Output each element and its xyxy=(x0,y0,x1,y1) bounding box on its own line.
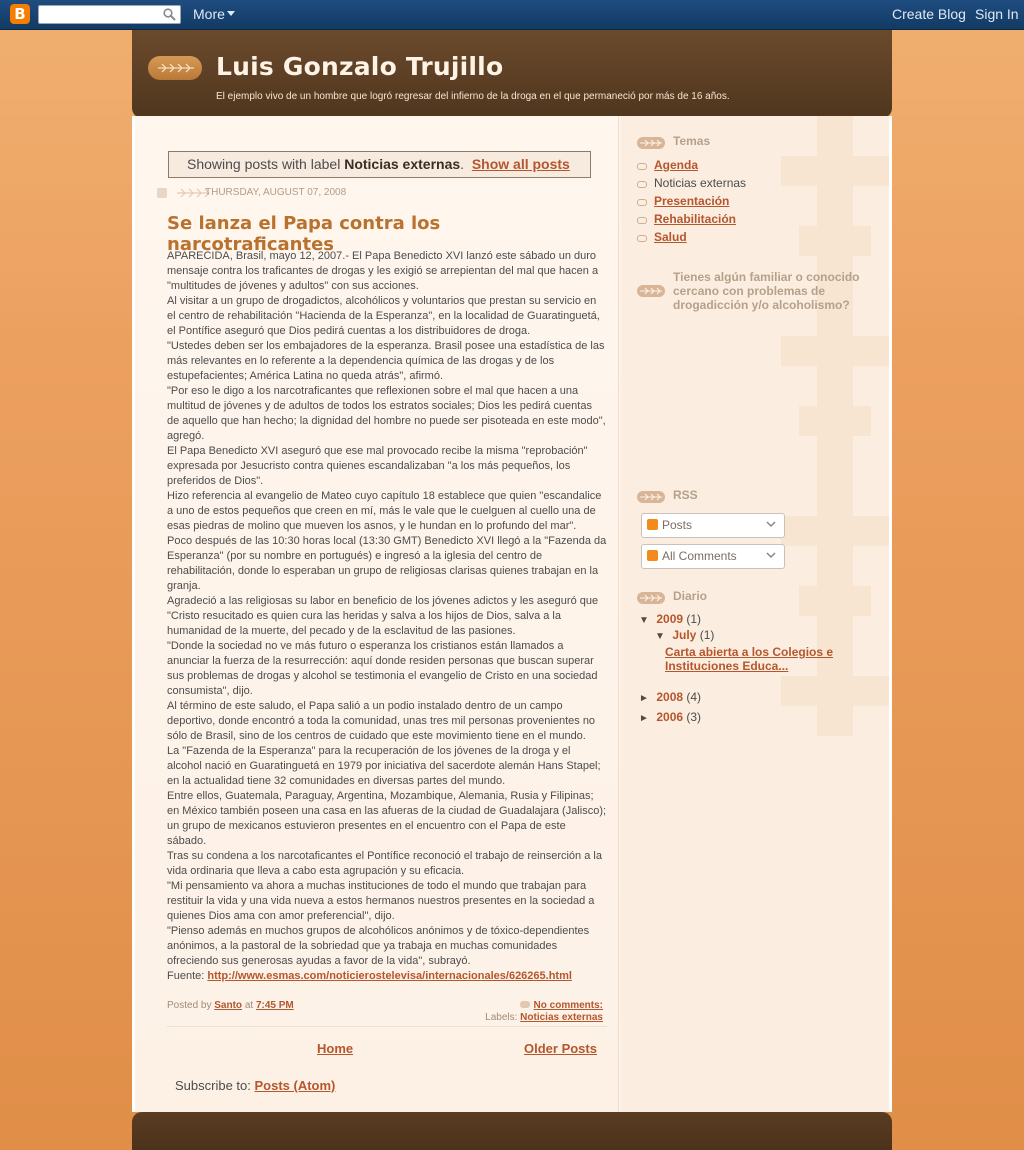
label-presentacion-link[interactable]: Presentación xyxy=(654,194,730,208)
author-link[interactable]: Santo xyxy=(214,1000,243,1011)
subscribe-prefix: Subscribe to: xyxy=(175,1078,251,1093)
arrows-icon xyxy=(637,136,665,150)
archive-year-2008 xyxy=(639,690,701,704)
blogger-logo-icon[interactable]: B xyxy=(10,4,30,24)
rss-title: RSS xyxy=(673,488,698,502)
at-text: at xyxy=(244,1000,254,1011)
labels-prefix: Labels: xyxy=(485,1012,518,1023)
arrows-icon xyxy=(637,591,665,605)
post-title[interactable]: Se lanza el Papa contra los narcotraficantes xyxy=(167,213,441,255)
post-paragraph: Al visitar a un grupo de drogadictos, alcohólicos y voluntarios que prestan su servicio en el centro de rehabilitación "Hacienda de la Esperanza", en la localidad de Guaratinguetá, el Pontífice aseguró que Dios pedirá cuentas a los distribuidores de droga. xyxy=(167,295,600,337)
post-paragraph: "Mi pensamiento va ahora a muchas instituciones de todo el mundo que trabajan para restituir la vida y una vida nueva a estos hermanos nuestros presentes en la sociedad a quienes Dios ama con amor preferencial", dijo. xyxy=(167,880,595,922)
sidebar xyxy=(621,116,889,1112)
label-salud-link[interactable]: Salud xyxy=(654,230,687,244)
label-item[interactable] xyxy=(637,194,746,212)
archive-2009-link[interactable]: 2009 xyxy=(656,612,684,626)
archive-count: (1) xyxy=(699,628,715,642)
comments-link[interactable]: No comments: xyxy=(533,1000,603,1011)
search-icon[interactable] xyxy=(163,8,176,21)
rss-feed-icon xyxy=(647,550,658,561)
post-paragraph: "Por eso le digo a los narcotraficantes que reflexionen sobre el mal que hacen a una multitud de jóvenes y de adultos de todos los estratos sociales; Dios les pedirá cuentas de aquello que han hecho; la dignidad del hombre no puede ser pisoteada en este modo", agregó. xyxy=(167,385,606,442)
subscribe-line xyxy=(175,1078,335,1093)
chevron-down-icon[interactable] xyxy=(766,551,776,559)
arrows-icon xyxy=(637,284,665,298)
cross-pattern-decoration xyxy=(781,116,889,736)
archive-count: (4) xyxy=(686,690,702,704)
archive-2008-link[interactable]: 2008 xyxy=(656,690,684,704)
rss-comments-button[interactable] xyxy=(641,544,785,569)
sign-in-link[interactable]: Sign In xyxy=(975,6,1019,22)
status-prefix: Showing posts with label xyxy=(187,156,341,172)
blog-footer-band xyxy=(132,1112,892,1150)
label-item xyxy=(637,176,746,194)
label-rehabilitacion-link[interactable]: Rehabilitación xyxy=(654,212,737,226)
divider xyxy=(167,1026,607,1027)
post-paragraph: La "Fazenda de la Esperanza" para la recuperación de los jóvenes de la droga y el alcohol nació en Guaratinguetá en 1979 por iniciativa del sacerdote alemán Hans Stapel; en la actualidad tiene 32 comunidades en diversas partes del mundo. xyxy=(167,745,601,787)
archive-post-item xyxy=(665,645,855,673)
archive-year-2009 xyxy=(639,612,701,626)
archive-month-july xyxy=(655,628,714,642)
post-body xyxy=(167,249,607,984)
diario-title: Diario xyxy=(673,589,708,603)
expanded-triangle-icon[interactable]: ▼ xyxy=(639,615,649,626)
show-all-posts-link[interactable]: Show all posts xyxy=(471,156,570,172)
home-link[interactable]: Home xyxy=(317,1041,354,1056)
search-input[interactable] xyxy=(38,5,181,24)
more-menu[interactable]: More xyxy=(193,6,225,22)
rss-feed-icon xyxy=(647,519,658,530)
post-date: THURSDAY, AUGUST 07, 2008 xyxy=(205,187,347,198)
archive-count: (1) xyxy=(686,612,702,626)
question-title: Tienes algún familiar o conocido cercano con problemas de drogadicción y/o alcoholismo? xyxy=(673,270,860,312)
archive-year-2006 xyxy=(639,710,701,724)
expanded-triangle-icon[interactable]: ▼ xyxy=(655,631,665,642)
older-posts-link[interactable]: Older Posts xyxy=(524,1041,597,1056)
rss-posts-label: Posts xyxy=(662,518,693,532)
post-paragraph: "Donde la sociedad no ve más futuro o esperanza los cristianos están llamados a anunciar la fuerza de la resurrección: aquí donde residen personas que buscan superar sus problemas de drogas y alcohol se testimonia el evangelio de Cristo en una sociedad consumista", dijo. xyxy=(167,640,598,697)
post-footer-labels xyxy=(485,1012,603,1023)
temas-title: Temas xyxy=(673,134,711,148)
rss-posts-button[interactable] xyxy=(641,513,785,538)
blog-header xyxy=(132,30,892,118)
label-current: Noticias externas xyxy=(654,176,747,190)
collapsed-triangle-icon[interactable]: ► xyxy=(639,713,649,724)
source-link[interactable]: http://www.esmas.com/noticierostelevisa/internacionales/626265.html xyxy=(207,970,572,982)
label-item[interactable] xyxy=(637,230,746,248)
post-paragraph: "Ustedes deben ser los embajadores de la esperanza. Brasil posee una estadística de las más relevantes en lo referente a la dependencia química de las drogas y de los estupefacientes; América Latina no queda atrás", afirmó. xyxy=(167,340,605,382)
post-paragraph: Entre ellos, Guatemala, Paraguay, Argentina, Mozambique, Alemania, Rusia y Filipinas; en México también poseen una casa en las afueras de la ciudad de Guadalajara (Jalisco); un grupo de mexicanos estuvieron presentes en el encuentro con el Papa de este sábado. xyxy=(167,790,607,847)
post-paragraph: APARECIDA, Brasil, mayo 12, 2007.- El Papa Benedicto XVI lanzó este sábado un duro mensaje contra los traficantes de drogas y les exigió se arrepientan del mal que hacen a "multitudes de jóvenes y adultos" con sus acciones. xyxy=(167,250,599,292)
post-footer-author xyxy=(167,1000,294,1011)
post-time-link[interactable]: 7:45 PM xyxy=(255,1000,294,1011)
content-wrapper xyxy=(132,116,892,1112)
archive-count: (3) xyxy=(686,710,702,724)
post-paragraph: El Papa Benedicto XVI aseguró que ese mal provocado recibe la misma "reprobación" expresada por Jesucristo contra quienes escandalizaban "a los más pequeños, los preferidos de Dios". xyxy=(167,445,588,487)
post-footer-comments xyxy=(520,1000,603,1011)
label-item[interactable] xyxy=(637,212,746,230)
post-paragraph: Poco después de las 10:30 horas local (13:30 GMT) Benedicto XVI llegó a la "Fazenda da Esperanza" (por su nombre en portugués) e ingresó a la iglesia del centro de rehabilitación, donde lo esperaban un grupo de religiosas clarisas quienes trabajan en la granja. xyxy=(167,535,607,592)
blogger-navbar xyxy=(0,0,1024,30)
post-paragraph: "Pienso además en muchos grupos de alcohólicos anónimos y de tóxico-dependientes anónimos, a la pastoral de la sobriedad que ya trabaja en muchas comunidades ofreciendo sus generosas ayudas a favor de la vida", subrayó. xyxy=(167,925,590,967)
archive-july-link[interactable]: July xyxy=(672,628,697,642)
comment-icon xyxy=(520,1001,530,1008)
chevron-down-icon[interactable] xyxy=(227,11,235,16)
collapsed-triangle-icon[interactable]: ► xyxy=(639,693,649,704)
arrow-badge-icon xyxy=(148,56,202,80)
arrows-icon xyxy=(637,490,665,504)
label-list xyxy=(637,158,746,248)
status-suffix: . xyxy=(460,156,465,172)
post-label-link[interactable]: Noticias externas xyxy=(520,1012,603,1023)
rss-comments-label: All Comments xyxy=(662,549,737,563)
post-paragraph: Hizo referencia al evangelio de Mateo cuyo capítulo 18 establece que quien "escandalice a uno de estos pequeños que creen en mí, más le vale que le cuelguen al cuello una de esas piedras de molino que mueven los asnos, y le hundan en lo profundo del mar". xyxy=(167,490,602,532)
blog-title[interactable]: Luis Gonzalo Trujillo xyxy=(216,52,504,81)
chevron-down-icon[interactable] xyxy=(766,520,776,528)
blog-description: El ejemplo vivo de un hombre que logró regresar del infierno de la droga en el que permaneció por más de 16 años. xyxy=(216,91,730,102)
date-bullet-icon xyxy=(157,188,167,198)
main-column xyxy=(135,116,619,1112)
label-agenda-link[interactable]: Agenda xyxy=(654,158,699,172)
archive-2006-link[interactable]: 2006 xyxy=(656,710,684,724)
source-prefix: Fuente: xyxy=(167,970,205,982)
status-label: Noticias externas xyxy=(344,156,461,172)
posted-by-prefix: Posted by xyxy=(167,1000,212,1011)
create-blog-link[interactable]: Create Blog xyxy=(892,6,966,22)
status-message xyxy=(168,151,591,178)
post-paragraph: Agradeció a las religiosas su labor en beneficio de los jóvenes adictos y les aseguró que "Cristo resucitado es quien cura las heridas y salva a los hijos de Dios, salva a la humanidad de la muerte, del pecado y de la esclavitud de las pasiones. xyxy=(167,595,599,637)
post-source xyxy=(167,969,607,984)
post-paragraph: Al término de este saludo, el Papa salió a un podio instalado dentro de un campo deportivo, donde encontró a toda la comunidad, unas tres mil personas provenientes no sólo de Brasil, sino de los centros de cuidado que este movimiento tiene en el mundo. xyxy=(167,700,596,742)
post-paragraph: Tras su condena a los narcotaficantes el Pontífice reconoció el trabajo de reinserción a la vida ordinaria que lleva a cabo esta agrupación y su eficacia. xyxy=(167,850,602,877)
archive-post-link[interactable]: Carta abierta a los Colegios e Instituciones Educa... xyxy=(665,645,834,673)
label-item[interactable] xyxy=(637,158,746,176)
atom-feed-link[interactable]: Posts (Atom) xyxy=(254,1078,336,1093)
